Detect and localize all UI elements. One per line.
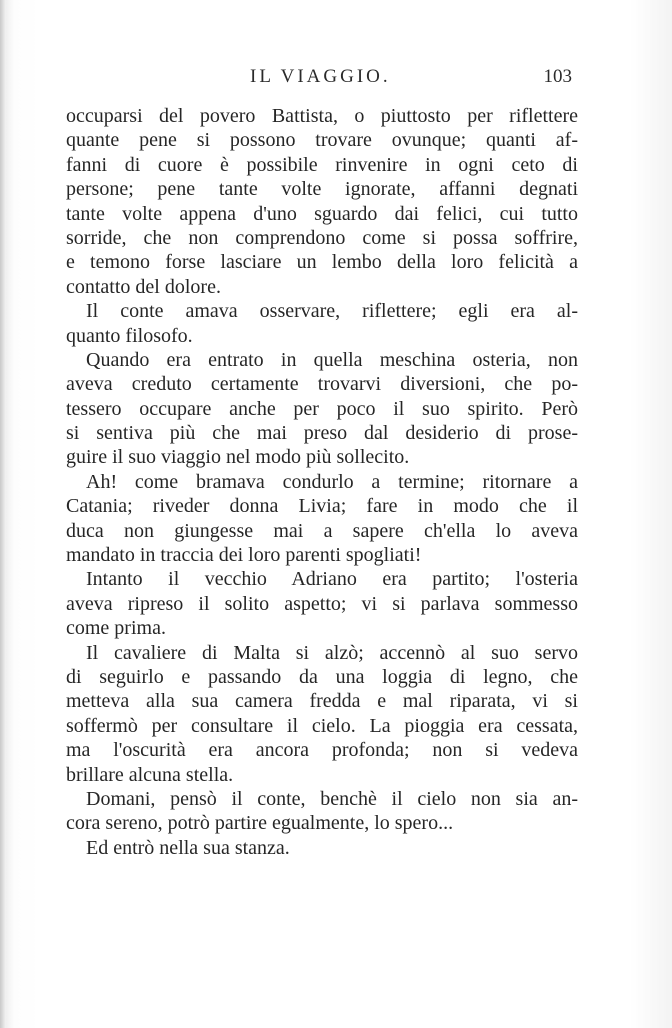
text-line: tante volte appena d'uno sguardo dai felici, cui tutto	[66, 202, 578, 225]
text-line: Il conte amava osservare, riflettere; egli era al-	[86, 300, 578, 323]
body-text	[66, 104, 578, 860]
binding-edge	[0, 0, 6, 1028]
page-header	[66, 66, 572, 96]
text-line: Domani, pensò il conte, benchè il cielo non sia an-	[86, 787, 578, 810]
text-line: brillare alcuna stella.	[66, 763, 234, 786]
text-line: tessero occupare anche per poco il suo spirito. Però	[66, 397, 578, 420]
text-line: soffermò per consultare il cielo. La pioggia era cessata,	[66, 714, 578, 737]
page-number: 103	[543, 66, 572, 87]
text-line: metteva alla sua camera fredda e mal riparata, vi si	[66, 690, 578, 713]
text-line: di seguirlo e passando da una loggia di legno, che	[66, 665, 578, 688]
text-line: quanto filosofo.	[66, 324, 193, 347]
text-line: fanni di cuore è possibile rinvenire in ogni ceto di	[66, 153, 578, 176]
text-line: e temono forse lasciare un lembo della loro felicità a	[66, 251, 578, 274]
text-line: persone; pene tante volte ignorate, affanni degnati	[66, 178, 578, 201]
text-line: aveva ripreso il solito aspetto; vi si parlava sommesso	[66, 592, 578, 615]
running-title: IL VIAGGIO.	[250, 66, 391, 87]
text-line: Intanto il vecchio Adriano era partito; l'osteria	[86, 568, 578, 591]
text-line: Ed entrò nella sua stanza.	[86, 836, 290, 859]
text-line: contatto del dolore.	[66, 275, 221, 298]
text-line: cora sereno, potrò partire egualmente, lo spero...	[66, 812, 454, 835]
text-line: guire il suo viaggio nel modo più sollecito.	[66, 446, 410, 469]
text-line: Il cavaliere di Malta si alzò; accennò al suo servo	[86, 641, 578, 664]
text-line: si sentiva più che mai preso dal desiderio di prose-	[66, 422, 578, 445]
text-line: mandato in traccia dei loro parenti spogliati!	[66, 544, 422, 567]
text-line: Ah! come bramava condurlo a termine; ritornare a	[86, 470, 578, 493]
text-line: Quando era entrato in quella meschina osteria, non	[86, 348, 578, 371]
text-line: duca non giungesse mai a sapere ch'ella lo aveva	[66, 519, 578, 542]
text-line: occuparsi del povero Battista, o piuttosto per riflettere	[66, 105, 578, 127]
text-line: ma l'oscurità era ancora profonda; non si vedeva	[66, 739, 578, 762]
text-line: aveva creduto certamente trovarvi diversioni, che po-	[66, 373, 578, 396]
text-line: sorride, che non comprendono come si possa soffrire,	[66, 226, 578, 249]
text-line: Catania; riveder donna Livia; fare in modo che il	[66, 495, 578, 518]
text-line: quante pene si possono trovare ovunque; quanti af-	[66, 129, 578, 152]
text-line: come prima.	[66, 617, 166, 640]
